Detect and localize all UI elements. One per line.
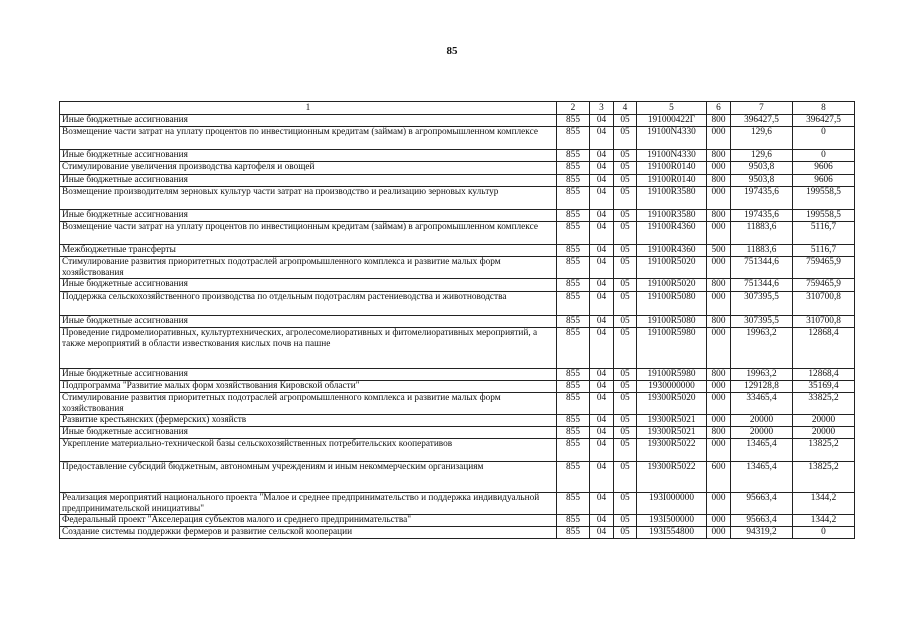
- cell-name: Поддержка сельскохозяйственного производства по отдельным подотраслям растениеводства и животноводства: [60, 292, 557, 316]
- table-row: [60, 427, 855, 439]
- cell-sum1: 751344,6: [731, 279, 793, 292]
- cell-csr: 19300R5022: [637, 462, 707, 493]
- table-row: [60, 279, 855, 292]
- cell-sum2: 12868,4: [793, 328, 855, 369]
- cell-vr: 000: [707, 381, 731, 393]
- column-number-cell: 4: [614, 102, 637, 115]
- table-row: [60, 462, 855, 493]
- cell-pr: 05: [614, 439, 637, 462]
- cell-pr: 05: [614, 257, 637, 279]
- cell-name: Развитие крестьянских (фермерских) хозяйств: [60, 415, 557, 427]
- cell-ved: 855: [557, 115, 590, 127]
- table-row: [60, 527, 855, 539]
- cell-vr: 000: [707, 515, 731, 527]
- cell-rz: 04: [590, 127, 614, 150]
- cell-csr: 19100R5020: [637, 257, 707, 279]
- cell-sum1: 20000: [731, 415, 793, 427]
- cell-sum2: 9606: [793, 175, 855, 187]
- cell-name: Возмещение части затрат на уплату процентов по инвестиционным кредитам (займам) в агропромышленном комплексе: [60, 222, 557, 245]
- cell-sum2: 0: [793, 127, 855, 150]
- cell-ved: 855: [557, 162, 590, 175]
- cell-rz: 04: [590, 316, 614, 328]
- cell-pr: 05: [614, 162, 637, 175]
- cell-ved: 855: [557, 515, 590, 527]
- cell-rz: 04: [590, 245, 614, 257]
- column-number-cell: 6: [707, 102, 731, 115]
- page-number: 85: [446, 45, 458, 57]
- cell-vr: 000: [707, 222, 731, 245]
- cell-sum2: 35169,4: [793, 381, 855, 393]
- cell-sum1: 19963,2: [731, 369, 793, 381]
- cell-sum1: 197435,6: [731, 187, 793, 210]
- cell-csr: 19300R5022: [637, 439, 707, 462]
- cell-sum2: 1344,2: [793, 515, 855, 527]
- column-number-row: [60, 102, 855, 115]
- cell-name: Иные бюджетные ассигнования: [60, 175, 557, 187]
- table-row: [60, 127, 855, 150]
- cell-csr: 19300R5021: [637, 415, 707, 427]
- cell-vr: 000: [707, 328, 731, 369]
- cell-ved: 855: [557, 175, 590, 187]
- cell-name: Иные бюджетные ассигнования: [60, 427, 557, 439]
- cell-vr: 000: [707, 439, 731, 462]
- cell-pr: 05: [614, 328, 637, 369]
- cell-sum1: 11883,6: [731, 245, 793, 257]
- cell-vr: 800: [707, 175, 731, 187]
- cell-vr: 800: [707, 210, 731, 222]
- cell-sum2: 13825,2: [793, 439, 855, 462]
- cell-ved: 855: [557, 187, 590, 210]
- table-row: [60, 210, 855, 222]
- cell-ved: 855: [557, 369, 590, 381]
- cell-sum1: 9503,8: [731, 162, 793, 175]
- cell-rz: 04: [590, 415, 614, 427]
- cell-name: Укрепление материально-технической базы сельскохозяйственных потребительских кооперативов: [60, 439, 557, 462]
- cell-rz: 04: [590, 187, 614, 210]
- cell-vr: 000: [707, 393, 731, 415]
- cell-sum1: 396427,5: [731, 115, 793, 127]
- cell-csr: 19100R3580: [637, 210, 707, 222]
- cell-pr: 05: [614, 515, 637, 527]
- cell-sum2: 12868,4: [793, 369, 855, 381]
- cell-sum1: 13465,4: [731, 462, 793, 493]
- cell-ved: 855: [557, 427, 590, 439]
- cell-rz: 04: [590, 292, 614, 316]
- column-number-cell: 3: [590, 102, 614, 115]
- cell-vr: 000: [707, 257, 731, 279]
- cell-csr: 19100R5020: [637, 279, 707, 292]
- cell-name: Федеральный проект "Акселерация субъектов малого и среднего предпринимательства": [60, 515, 557, 527]
- cell-vr: 000: [707, 127, 731, 150]
- cell-sum1: 129,6: [731, 127, 793, 150]
- cell-ved: 855: [557, 415, 590, 427]
- table-row: [60, 257, 855, 279]
- cell-rz: 04: [590, 527, 614, 539]
- cell-pr: 05: [614, 316, 637, 328]
- cell-pr: 05: [614, 115, 637, 127]
- cell-ved: 855: [557, 527, 590, 539]
- cell-rz: 04: [590, 257, 614, 279]
- table-row: [60, 115, 855, 127]
- table-row: [60, 162, 855, 175]
- cell-pr: 05: [614, 187, 637, 210]
- cell-ved: 855: [557, 393, 590, 415]
- cell-sum1: 95663,4: [731, 493, 793, 515]
- table-row: [60, 222, 855, 245]
- cell-vr: 000: [707, 415, 731, 427]
- cell-ved: 855: [557, 381, 590, 393]
- cell-pr: 05: [614, 369, 637, 381]
- cell-rz: 04: [590, 115, 614, 127]
- cell-rz: 04: [590, 427, 614, 439]
- cell-vr: 600: [707, 462, 731, 493]
- cell-name: Иные бюджетные ассигнования: [60, 115, 557, 127]
- cell-sum2: 5116,7: [793, 222, 855, 245]
- cell-pr: 05: [614, 415, 637, 427]
- cell-csr: 191000422Г: [637, 115, 707, 127]
- cell-name: Иные бюджетные ассигнования: [60, 369, 557, 381]
- cell-csr: 19100R5980: [637, 369, 707, 381]
- column-number-cell: 7: [731, 102, 793, 115]
- table-row: [60, 187, 855, 210]
- cell-rz: 04: [590, 515, 614, 527]
- cell-vr: 500: [707, 245, 731, 257]
- table-row: [60, 328, 855, 369]
- cell-pr: 05: [614, 493, 637, 515]
- budget-table: [59, 101, 855, 539]
- cell-sum2: 310700,8: [793, 316, 855, 328]
- cell-vr: 000: [707, 527, 731, 539]
- cell-ved: 855: [557, 316, 590, 328]
- column-number-cell: 2: [557, 102, 590, 115]
- cell-pr: 05: [614, 292, 637, 316]
- cell-name: Межбюджетные трансферты: [60, 245, 557, 257]
- cell-vr: 800: [707, 369, 731, 381]
- cell-pr: 05: [614, 222, 637, 245]
- cell-csr: 1930000000: [637, 381, 707, 393]
- cell-ved: 855: [557, 328, 590, 369]
- cell-name: Создание системы поддержки фермеров и развитие сельской кооперации: [60, 527, 557, 539]
- cell-name: Иные бюджетные ассигнования: [60, 210, 557, 222]
- cell-csr: 19300R5020: [637, 393, 707, 415]
- cell-name: Иные бюджетные ассигнования: [60, 150, 557, 162]
- cell-sum2: 20000: [793, 415, 855, 427]
- cell-sum1: 19963,2: [731, 328, 793, 369]
- cell-rz: 04: [590, 369, 614, 381]
- table-row: [60, 175, 855, 187]
- column-number-cell: 8: [793, 102, 855, 115]
- table-row: [60, 381, 855, 393]
- cell-csr: 19100R5080: [637, 316, 707, 328]
- cell-csr: 193I554800: [637, 527, 707, 539]
- cell-sum2: 20000: [793, 427, 855, 439]
- cell-sum2: 0: [793, 150, 855, 162]
- cell-sum1: 11883,6: [731, 222, 793, 245]
- cell-rz: 04: [590, 462, 614, 493]
- column-number-cell: 1: [60, 102, 557, 115]
- cell-ved: 855: [557, 210, 590, 222]
- cell-rz: 04: [590, 439, 614, 462]
- cell-sum2: 759465,9: [793, 257, 855, 279]
- cell-ved: 855: [557, 257, 590, 279]
- cell-rz: 04: [590, 175, 614, 187]
- cell-vr: 800: [707, 316, 731, 328]
- cell-pr: 05: [614, 127, 637, 150]
- cell-vr: 800: [707, 279, 731, 292]
- cell-sum2: 396427,5: [793, 115, 855, 127]
- cell-ved: 855: [557, 292, 590, 316]
- cell-csr: 193I000000: [637, 493, 707, 515]
- cell-csr: 19100R0140: [637, 162, 707, 175]
- cell-name: Подпрограмма "Развитие малых форм хозяйствования Кировской области": [60, 381, 557, 393]
- table-row: [60, 439, 855, 462]
- cell-pr: 05: [614, 393, 637, 415]
- column-number-cell: 5: [637, 102, 707, 115]
- cell-sum1: 129,6: [731, 150, 793, 162]
- cell-sum2: 1344,2: [793, 493, 855, 515]
- table-row: [60, 292, 855, 316]
- cell-pr: 05: [614, 175, 637, 187]
- cell-name: Иные бюджетные ассигнования: [60, 316, 557, 328]
- cell-sum1: 94319,2: [731, 527, 793, 539]
- cell-sum2: 5116,7: [793, 245, 855, 257]
- cell-sum2: 199558,5: [793, 210, 855, 222]
- cell-pr: 05: [614, 527, 637, 539]
- cell-ved: 855: [557, 245, 590, 257]
- cell-ved: 855: [557, 439, 590, 462]
- cell-sum1: 33465,4: [731, 393, 793, 415]
- cell-sum2: 13825,2: [793, 462, 855, 493]
- cell-vr: 800: [707, 150, 731, 162]
- cell-rz: 04: [590, 150, 614, 162]
- cell-csr: 19100N4330: [637, 127, 707, 150]
- cell-vr: 000: [707, 187, 731, 210]
- cell-rz: 04: [590, 162, 614, 175]
- cell-rz: 04: [590, 493, 614, 515]
- cell-pr: 05: [614, 279, 637, 292]
- cell-name: Стимулирование развития приоритетных подотраслей агропромышленного комплекса и развитие малых форм хозяйствования: [60, 257, 557, 279]
- cell-ved: 855: [557, 127, 590, 150]
- cell-ved: 855: [557, 493, 590, 515]
- cell-pr: 05: [614, 210, 637, 222]
- cell-vr: 800: [707, 115, 731, 127]
- cell-pr: 05: [614, 462, 637, 493]
- cell-vr: 000: [707, 292, 731, 316]
- cell-ved: 855: [557, 462, 590, 493]
- cell-sum2: 310700,8: [793, 292, 855, 316]
- cell-pr: 05: [614, 381, 637, 393]
- cell-sum2: 33825,2: [793, 393, 855, 415]
- table-row: [60, 393, 855, 415]
- cell-vr: 800: [707, 427, 731, 439]
- cell-csr: 19100R3580: [637, 187, 707, 210]
- cell-name: Реализация мероприятий национального проекта "Малое и среднее предпринимательство и поддержка индивидуальной предпринимательской инициативы": [60, 493, 557, 515]
- cell-rz: 04: [590, 328, 614, 369]
- cell-csr: 19100N4330: [637, 150, 707, 162]
- cell-name: Возмещение части затрат на уплату процентов по инвестиционным кредитам (займам) в агропромышленном комплексе: [60, 127, 557, 150]
- table-row: [60, 245, 855, 257]
- cell-sum2: 199558,5: [793, 187, 855, 210]
- cell-csr: 19100R5080: [637, 292, 707, 316]
- cell-rz: 04: [590, 279, 614, 292]
- table-row: [60, 369, 855, 381]
- table-row: [60, 150, 855, 162]
- cell-rz: 04: [590, 210, 614, 222]
- cell-sum2: 759465,9: [793, 279, 855, 292]
- cell-sum1: 751344,6: [731, 257, 793, 279]
- cell-ved: 855: [557, 279, 590, 292]
- cell-csr: 193I500000: [637, 515, 707, 527]
- cell-sum1: 307395,5: [731, 292, 793, 316]
- cell-name: Стимулирование увеличения производства картофеля и овощей: [60, 162, 557, 175]
- cell-pr: 05: [614, 245, 637, 257]
- cell-pr: 05: [614, 427, 637, 439]
- cell-sum1: 95663,4: [731, 515, 793, 527]
- cell-vr: 000: [707, 493, 731, 515]
- table-row: [60, 316, 855, 328]
- cell-sum2: 0: [793, 527, 855, 539]
- cell-csr: 19100R4360: [637, 245, 707, 257]
- cell-sum1: 9503,8: [731, 175, 793, 187]
- table-row: [60, 515, 855, 527]
- cell-name: Предоставление субсидий бюджетным, автономным учреждениям и иным некоммерческим организациям: [60, 462, 557, 493]
- table-row: [60, 493, 855, 515]
- cell-name: Иные бюджетные ассигнования: [60, 279, 557, 292]
- cell-csr: 19100R0140: [637, 175, 707, 187]
- cell-sum1: 13465,4: [731, 439, 793, 462]
- cell-name: Стимулирование развития приоритетных подотраслей агропромышленного комплекса и развитие малых форм хозяйствования: [60, 393, 557, 415]
- cell-vr: 000: [707, 162, 731, 175]
- cell-rz: 04: [590, 222, 614, 245]
- cell-ved: 855: [557, 222, 590, 245]
- cell-name: Возмещение производителям зерновых культур части затрат на производство и реализацию зерновых культур: [60, 187, 557, 210]
- cell-sum1: 197435,6: [731, 210, 793, 222]
- cell-csr: 19100R4360: [637, 222, 707, 245]
- cell-csr: 19100R5980: [637, 328, 707, 369]
- cell-pr: 05: [614, 150, 637, 162]
- table-row: [60, 415, 855, 427]
- cell-name: Проведение гидромелиоративных, культуртехнических, агролесомелиоративных и фитомелиоративных мероприятий, а также мероприятий в области известкования кислых почв на пашне: [60, 328, 557, 369]
- cell-csr: 19300R5021: [637, 427, 707, 439]
- cell-sum2: 9606: [793, 162, 855, 175]
- cell-ved: 855: [557, 150, 590, 162]
- cell-rz: 04: [590, 381, 614, 393]
- cell-rz: 04: [590, 393, 614, 415]
- cell-sum1: 129128,8: [731, 381, 793, 393]
- cell-sum1: 307395,5: [731, 316, 793, 328]
- cell-sum1: 20000: [731, 427, 793, 439]
